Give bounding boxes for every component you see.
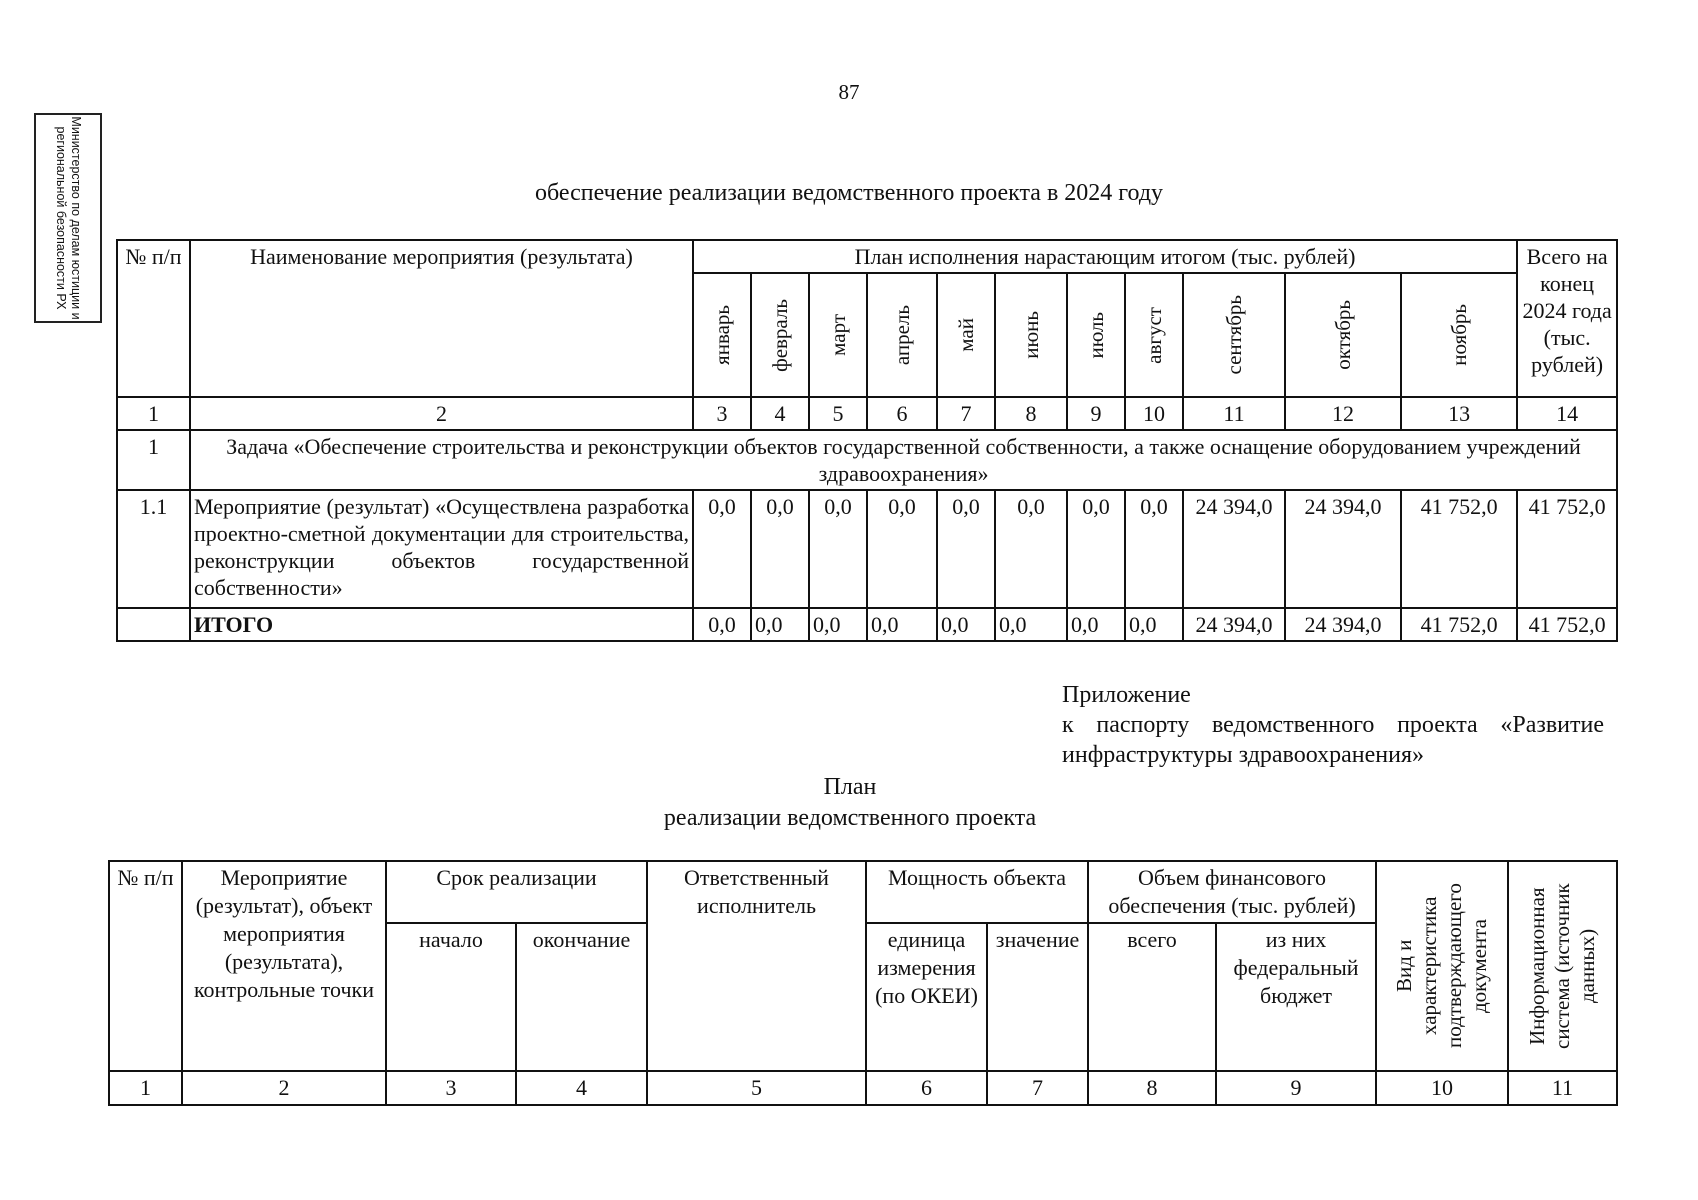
itogo-value: 0,0 bbox=[693, 608, 751, 641]
itogo-value: 0,0 bbox=[995, 608, 1067, 641]
header-unit: единица измерения (по ОКЕИ) bbox=[866, 923, 987, 1071]
month-header bbox=[1401, 273, 1517, 397]
col-number: 7 bbox=[937, 397, 995, 430]
month-header bbox=[751, 273, 809, 397]
header-total: Всего на конец 2024 года (тыс. рублей) bbox=[1517, 240, 1617, 397]
row-name: Мероприятие (результат) «Осуществлена разработка проектно-сметной документации для строительства, реконструкции объектов государственной собственности» bbox=[190, 490, 693, 608]
task-row bbox=[117, 430, 1617, 490]
row-value: 0,0 bbox=[1067, 490, 1125, 608]
col-number: 6 bbox=[867, 397, 937, 430]
itogo-value: 24 394,0 bbox=[1285, 608, 1401, 641]
col-number: 7 bbox=[987, 1071, 1088, 1105]
col-number: 5 bbox=[809, 397, 867, 430]
header-info bbox=[1508, 861, 1617, 1071]
col-number: 8 bbox=[995, 397, 1067, 430]
itogo-value: 0,0 bbox=[867, 608, 937, 641]
row-value: 0,0 bbox=[937, 490, 995, 608]
page-number: 87 bbox=[838, 80, 860, 104]
header-start: начало bbox=[386, 923, 516, 1071]
row-value: 24 394,0 bbox=[1285, 490, 1401, 608]
header-event: Мероприятие (результат), объект мероприятия (результата), контрольные точки bbox=[182, 861, 386, 1071]
col-number: 1 bbox=[117, 397, 190, 430]
col-number: 2 bbox=[182, 1071, 386, 1105]
col-number: 12 bbox=[1285, 397, 1401, 430]
col-number: 9 bbox=[1067, 397, 1125, 430]
itogo-value: 0,0 bbox=[937, 608, 995, 641]
row-value: 0,0 bbox=[1125, 490, 1183, 608]
itogo-value: 0,0 bbox=[1067, 608, 1125, 641]
itogo-total: 41 752,0 bbox=[1517, 608, 1617, 641]
itogo-value: 0,0 bbox=[1125, 608, 1183, 641]
plan-title-line1: План bbox=[823, 774, 877, 800]
month-header bbox=[1183, 273, 1285, 397]
month-label: февраль bbox=[768, 298, 792, 372]
month-label: ноябрь bbox=[1447, 304, 1472, 366]
row-value: 0,0 bbox=[751, 490, 809, 608]
appendix-line1: Приложение bbox=[1062, 682, 1191, 708]
row-value: 0,0 bbox=[867, 490, 937, 608]
month-label: октябрь bbox=[1331, 300, 1355, 370]
header-doc bbox=[1376, 861, 1508, 1071]
header-num: № п/п bbox=[117, 240, 190, 397]
itogo-value: 41 752,0 bbox=[1401, 608, 1517, 641]
month-header bbox=[867, 273, 937, 397]
row-value: 0,0 bbox=[995, 490, 1067, 608]
row-value: 41 752,0 bbox=[1401, 490, 1517, 608]
month-header bbox=[1285, 273, 1401, 397]
task-number: 1 bbox=[117, 430, 190, 490]
row-value: 24 394,0 bbox=[1183, 490, 1285, 608]
col-number: 1 bbox=[109, 1071, 182, 1105]
itogo-value: 0,0 bbox=[751, 608, 809, 641]
col-number: 8 bbox=[1088, 1071, 1216, 1105]
row-value: 0,0 bbox=[693, 490, 751, 608]
month-label: июнь bbox=[1019, 311, 1043, 359]
column-number-row bbox=[117, 397, 1617, 430]
col-number: 4 bbox=[751, 397, 809, 430]
row-total: 41 752,0 bbox=[1517, 490, 1617, 608]
header-capacity: Мощность объекта bbox=[866, 861, 1088, 923]
header-num: № п/п bbox=[109, 861, 182, 1071]
col-number: 14 bbox=[1517, 397, 1617, 430]
col-number: 5 bbox=[647, 1071, 866, 1105]
col-number: 6 bbox=[866, 1071, 987, 1105]
header-term: Срок реализации bbox=[386, 861, 647, 923]
financing-table bbox=[116, 239, 1618, 642]
month-label: август bbox=[1142, 306, 1166, 364]
month-header bbox=[693, 273, 751, 397]
month-header bbox=[937, 273, 995, 397]
itogo-value: 24 394,0 bbox=[1183, 608, 1285, 641]
col-number: 3 bbox=[693, 397, 751, 430]
header-info-label: Информационная система (источник данных) bbox=[1525, 883, 1600, 1049]
header-name: Наименование мероприятия (результата) bbox=[190, 240, 693, 397]
implementation-plan-table bbox=[108, 860, 1618, 1106]
month-label: сентябрь bbox=[1222, 295, 1246, 375]
itogo-empty bbox=[117, 608, 190, 641]
ministry-stamp bbox=[34, 113, 102, 323]
month-header bbox=[809, 273, 867, 397]
table-row bbox=[117, 490, 1617, 608]
header-value: значение bbox=[987, 923, 1088, 1071]
header-end: окончание bbox=[516, 923, 647, 1071]
row-number: 1.1 bbox=[117, 490, 190, 608]
header-finance: Объем финансового обеспечения (тыс. рублей) bbox=[1088, 861, 1376, 923]
task-text: Задача «Обеспечение строительства и реконструкции объектов государственной собственности, а также оснащение оборудованием учреждений здравоохранения» bbox=[190, 430, 1617, 490]
row-value: 0,0 bbox=[809, 490, 867, 608]
month-label: январь bbox=[710, 305, 734, 365]
month-label: март bbox=[826, 314, 850, 356]
col-number: 11 bbox=[1508, 1071, 1617, 1105]
header-federal: из них федеральный бюджет bbox=[1216, 923, 1376, 1071]
header-responsible: Ответственный исполнитель bbox=[647, 861, 866, 1071]
col-number: 3 bbox=[386, 1071, 516, 1105]
plan-title bbox=[600, 772, 1100, 834]
itogo-row bbox=[117, 608, 1617, 641]
appendix-line2: к паспорту ведомственного проекта «Развитие инфраструктуры здравоохранения» bbox=[1062, 712, 1604, 768]
header-all: всего bbox=[1088, 923, 1216, 1071]
month-label: апрель bbox=[890, 304, 914, 366]
col-number: 11 bbox=[1183, 397, 1285, 430]
plan-title-line2: реализации ведомственного проекта bbox=[663, 805, 1037, 831]
col-number: 10 bbox=[1125, 397, 1183, 430]
itogo-label: ИТОГО bbox=[190, 608, 693, 641]
col-number: 13 bbox=[1401, 397, 1517, 430]
month-label: июль bbox=[1084, 311, 1108, 359]
itogo-value: 0,0 bbox=[809, 608, 867, 641]
table1-title: обеспечение реализации ведомственного проекта в 2024 году bbox=[534, 180, 1164, 206]
appendix-block bbox=[1062, 680, 1604, 770]
month-header bbox=[1125, 273, 1183, 397]
month-header bbox=[995, 273, 1067, 397]
month-header bbox=[1067, 273, 1125, 397]
column-number-row bbox=[109, 1071, 1617, 1105]
stamp-text: Министерство по делам юстиции и региональной безопасности РХ bbox=[54, 116, 83, 320]
col-number: 10 bbox=[1376, 1071, 1508, 1105]
header-doc-label: Вид и характеристика подтверждающего документа bbox=[1392, 883, 1492, 1049]
header-plan: План исполнения нарастающим итогом (тыс. рублей) bbox=[693, 240, 1517, 273]
col-number: 4 bbox=[516, 1071, 647, 1105]
col-number: 9 bbox=[1216, 1071, 1376, 1105]
col-number: 2 bbox=[190, 397, 693, 430]
month-label: май bbox=[954, 318, 978, 352]
